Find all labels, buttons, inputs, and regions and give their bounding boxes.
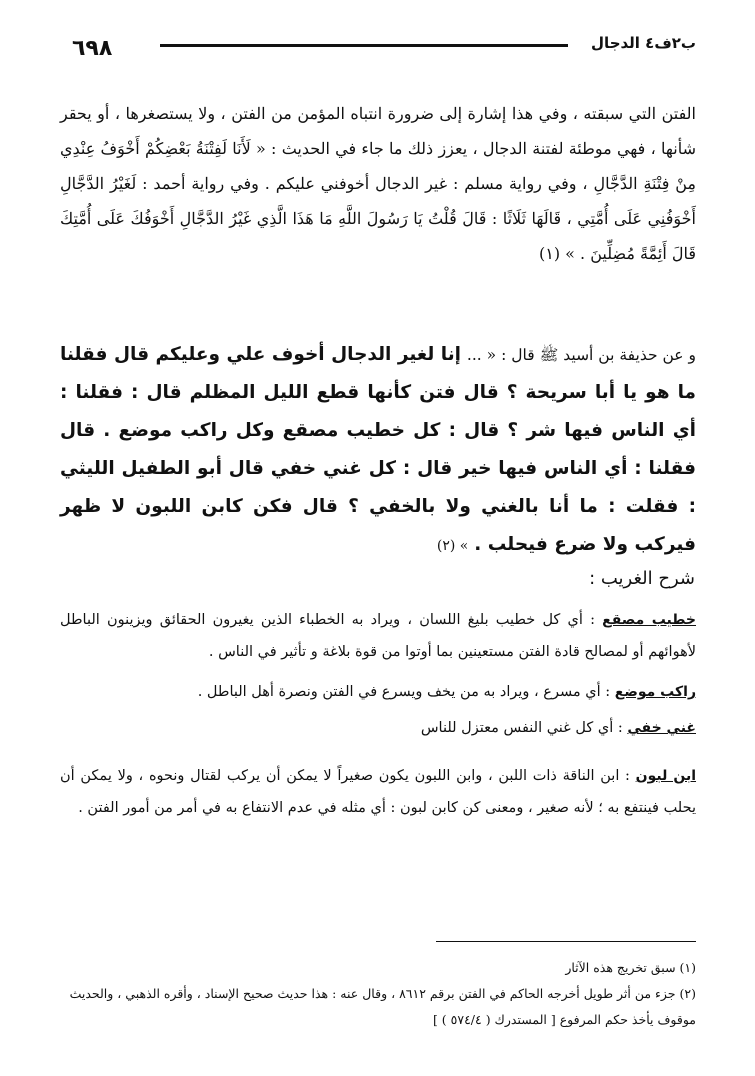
glossary-definition: : أي كل خطيب بليغ اللسان ، ويراد به الخطباء الذين يغيرون الحقائق ويزينون الباطل لأهوائهم أو لمصالح قادة الفتن مستعينين بما أوتوا من قوة بلاغة و تأثير في الناس . xyxy=(60,612,696,660)
hadith-reference: » (٢) xyxy=(436,538,469,554)
glossary-definition: : ابن الناقة ذات اللبن ، وابن اللبون يكون صغيراً لا يمكن أن يركب لقتال ونحوه ، ولا يمكن أن يحلب فينتفع به ؛ لأنه صغير ، ومعنى كن كابن لبون : أي مثله في عدم الانتفاع به في أمر من أمور الفتن . xyxy=(60,768,696,816)
hadith-paragraph xyxy=(60,336,696,565)
glossary-term: راكب موضع xyxy=(614,684,696,700)
header-rule xyxy=(160,44,568,47)
running-title: ب٢ف٤ الدجال xyxy=(591,34,696,52)
glossary-definition: : أي مسرع ، ويراد به من يخف ويسرع في الفتن ونصرة أهل الباطل . xyxy=(197,684,611,700)
footnote: (٢) جزء من أثر طويل أخرجه الحاكم في الفتن برقم ٨٦١٢ ، وقال عنه : هذا حديث صحيح الإسناد ، وأقره الذهبي ، والحديث موقوف يأخذ حكم المرفوع [ المستدرك ( ٥٧٤/٤ ) ] xyxy=(69,986,696,1027)
footnote-separator xyxy=(436,941,696,942)
glossary-term: غني خفي xyxy=(627,720,696,736)
intro-paragraph: الفتن التي سبقته ، وفي هذا إشارة إلى ضرورة انتباه المؤمن من الفتن ، ولا يستصغرها ، أو يحقر شأنها ، فهي موطئة لفتنة الدجال ، يعزز ذلك ما جاء في الحديث : « لَأَنَا لَفِتْنَةُ بَعْضِكُمْ أَخْوَفُ عِنْدِي مِنْ فِتْنَةِ الدَّجَّالِ ، وفي رواية مسلم : غير الدجال أخوفني عليكم . وفي رواية أحمد : لَغَيْرُ الدَّجَّالِ أَخْوَفُنِي عَلَى أُمَّتِي ، قَالَهَا ثَلَاثًا : قَالَ قُلْتُ يَا رَسُولَ اللَّهِ مَا هَذَا الَّذِي غَيْرُ الدَّجَّالِ أَخْوَفُكَ عَلَى أُمَّتِكَ قَالَ أَئِمَّةً مُضِلِّينَ . » (١) xyxy=(60,104,696,263)
page-number: ٦٩٨ xyxy=(72,36,113,61)
footnote: (١) سبق تخريج هذه الآثار xyxy=(565,960,696,975)
footnotes xyxy=(60,955,696,1033)
hadith-body: إنا لغير الدجال أخوف علي وعليكم قال فقلنا ما هو يا أبا سريحة ؟ قال فتن كأنها قطع الليل المظلم قال : فقلنا : أي الناس فيها شر ؟ قال : كل خطيب مصقع وكل راكب موضع . قال فقلنا : أي الناس فيها خير قال : كل غني خفي قال أبو الطفيل الليثي : فقلت : ما أنا بالغني ولا بالخفي ؟ قال فكن كابن اللبون لا ظهر فيركب ولا ضرع فيحلب . xyxy=(60,344,696,555)
glossary-term: خطيب مصقع xyxy=(602,612,696,628)
glossary-item xyxy=(60,760,696,824)
glossary-item xyxy=(60,712,696,744)
glossary-term: ابن لبون xyxy=(635,768,697,784)
hadith-lead: و عن حذيفة بن أسيد ﷺ قال : « ... xyxy=(466,346,696,364)
page-header xyxy=(60,34,696,64)
glossary-definition: : أي كل غني النفس معتزل للناس xyxy=(420,720,623,736)
glossary-item xyxy=(60,676,696,708)
glossary-item xyxy=(60,604,696,668)
glossary-title: شرح الغريب : xyxy=(589,568,695,589)
